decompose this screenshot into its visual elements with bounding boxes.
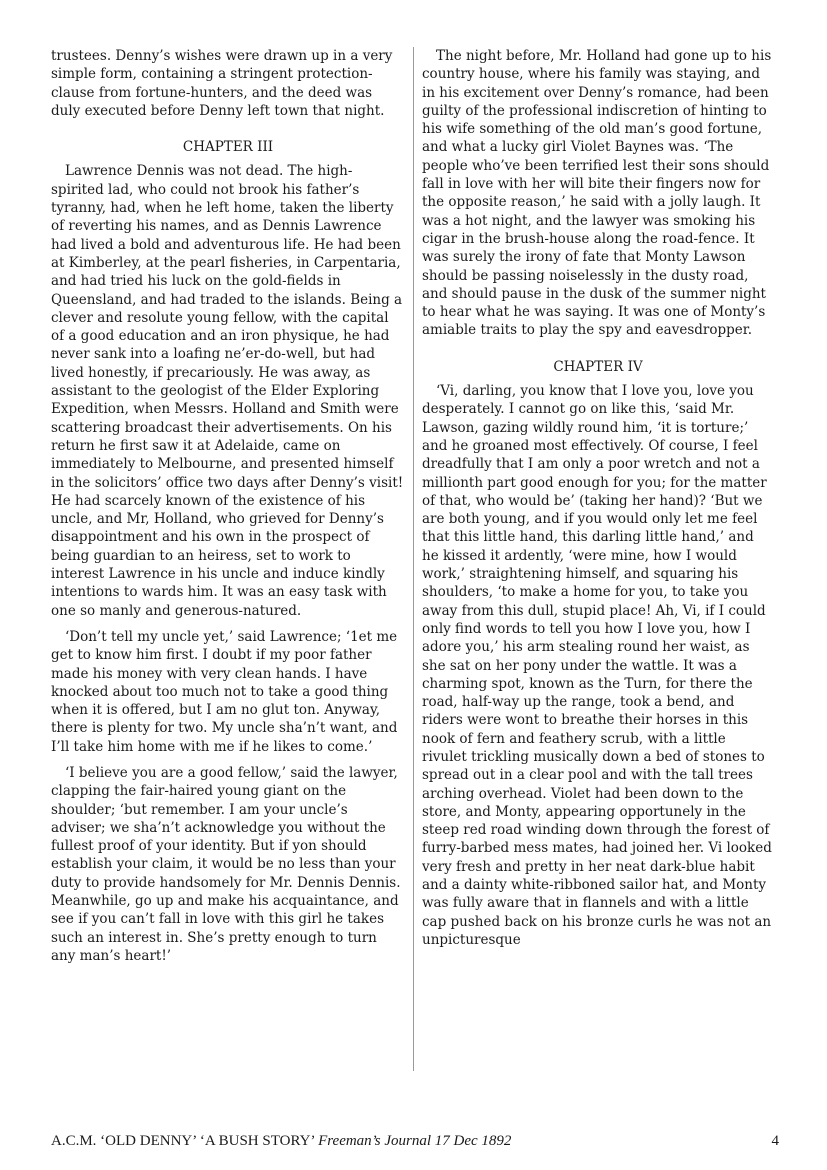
paragraph: ‘Vi, darling, you know that I love you, love you desperately. I cannot go on like this, ‘said Mr. Lawson, gazing wildly round him, ‘it is torture;’ and he groaned most effectively. Of course, I feel dreadfully that I am only a poor wretch and not a millionth part good enough for you; for the matter of that, who would be’ (taking her hand)? ‘But we are both young, and if you would only let me feel that this little hand, this darling little hand,’ and he kissed it ardently, ‘were mine, how I would work,’ straightening himself, and squaring his shoulders, ‘to make a home for you, to take you away from this dull, stupid place! Ah, Vi, if I could only find words to tell you how I love you, how I adore you,’ his arm stealing round her waist, as she sat on her pony under the wattle. It was a charming spot, known as the Turn, for there the road, half-way up the range, took a bend, and riders were wont to breathe their horses in this nook of fern and feathery scrub, with a little rivulet trickling musically down a bed of stones to spread out in a clear pool and with the tall trees arching overhead. Violet had been down to the store, and Monty, appearing opportunely in the steep red road winding down through the forest of furry-barbed mess mates, had joined her. Vi looked very fresh and pretty in her neat dark-blue habit and a dainty white-ribboned sailor hat, and Monty was fully aware that in flannels and with a little cap pushed back on his bronze curls he was not an unpicturesque [422,383,772,948]
chapter-heading: CHAPTER III [182,139,274,156]
paragraph: The night before, Mr. Holland had gone up to his country house, where his family was staying, and in his excitement over Denny’s romance, had been guilty of the professional indiscretion of hinting to his wife something of the old man’s good fortune, and what a lucky girl Violet Baynes was. ‘The people who’ve been terrified lest their sons should fall in love with her will bite their fingers now for the opposite reason,’ he said with a jolly laugh. It was a hot night, and the lawyer was smoking his cigar in the brush-house along the road-fence. It was surely the irony of fate that Monty Lawson should be passing noiselessly in the dusty road, and should pause in the dusk of the summer night to hear what he was saying. It was one of Monty’s amiable traits to play the spy and eavesdropper. [422,48,772,339]
footer-journal: Freeman’s Journal 17 Dec 1892 [318,1133,512,1149]
left-column [51,47,405,973]
paragraph: trustees. Denny’s wishes were drawn up in a very simple form, containing a stringent protection-clause from fortune-hunters, and the deed was duly executed before Denny left town that night. [51,48,393,119]
paragraph: ‘I believe you are a good fellow,’ said the lawyer, clapping the fair-haired young giant on the shoulder; ‘but remember. I am your uncle’s adviser; we sha’n’t acknowledge you without the fullest proof of your identity. But if yon should establish your claim, it would be no less than your duty to provide handsomely for Mr. Dennis Dennis. Meanwhile, go up and make his acquaintance, and see if you can’t fall in love with this girl he takes such an interest in. She’s pretty enough to turn any man’s heart!’ [51,764,401,964]
right-column [422,47,774,957]
page-number: 4 [771,1133,779,1149]
chapter-heading: CHAPTER IV [553,358,643,375]
paragraph: Lawrence Dennis was not dead. The high-spirited lad, who could not brook his father’s tyranny, had, when he left home, taken the liberty of reverting his names, and as Dennis Lawrence had lived a bold and adventurous life. He had been at Kimberley, at the pearl fisheries, in Carpentaria, and had tried his luck on the gold-fields in Queensland, and had traded to the islands. Being a clever and resolute young fellow, with the capital of a good education and an iron physique, he had never sank into a loafing ne’er-do-well, but had lived honestly, if precariously. He was away, as assistant to the geologist of the Elder Exploring Expedition, when Messrs. Holland and Smith were scattering broadcast their advertisements. On his return he first saw it at Adelaide, came on immediately to Melbourne, and presented himself in the solicitors’ office two days after Denny’s visit! He had scarcely known of the existence of his uncle, and Mr, Holland, who grieved for Denny’s disappointment and his own in the prospect of being guardian to an heiress, set to work to interest Lawrence in his uncle and induce kindly intentions to wards him. It was an easy task with one so manly and generous-natured. [51,163,404,619]
footer-citation: A.C.M. ‘OLD DENNY’ ‘A BUSH STORY’ [51,1133,319,1149]
page-footer [51,1133,779,1150]
paragraph: ‘Don’t tell my uncle yet,’ said Lawrence; ‘1et me get to know him first. I doubt if my poor father made his money with very clean hands. I have knocked about too much not to take a good thing when it is offered, but I am no glut ton. Anyway, there is plenty for two. My uncle sha’n’t want, and I’ll take him home with me if he likes to come.’ [51,628,398,755]
column-divider [413,47,414,1071]
